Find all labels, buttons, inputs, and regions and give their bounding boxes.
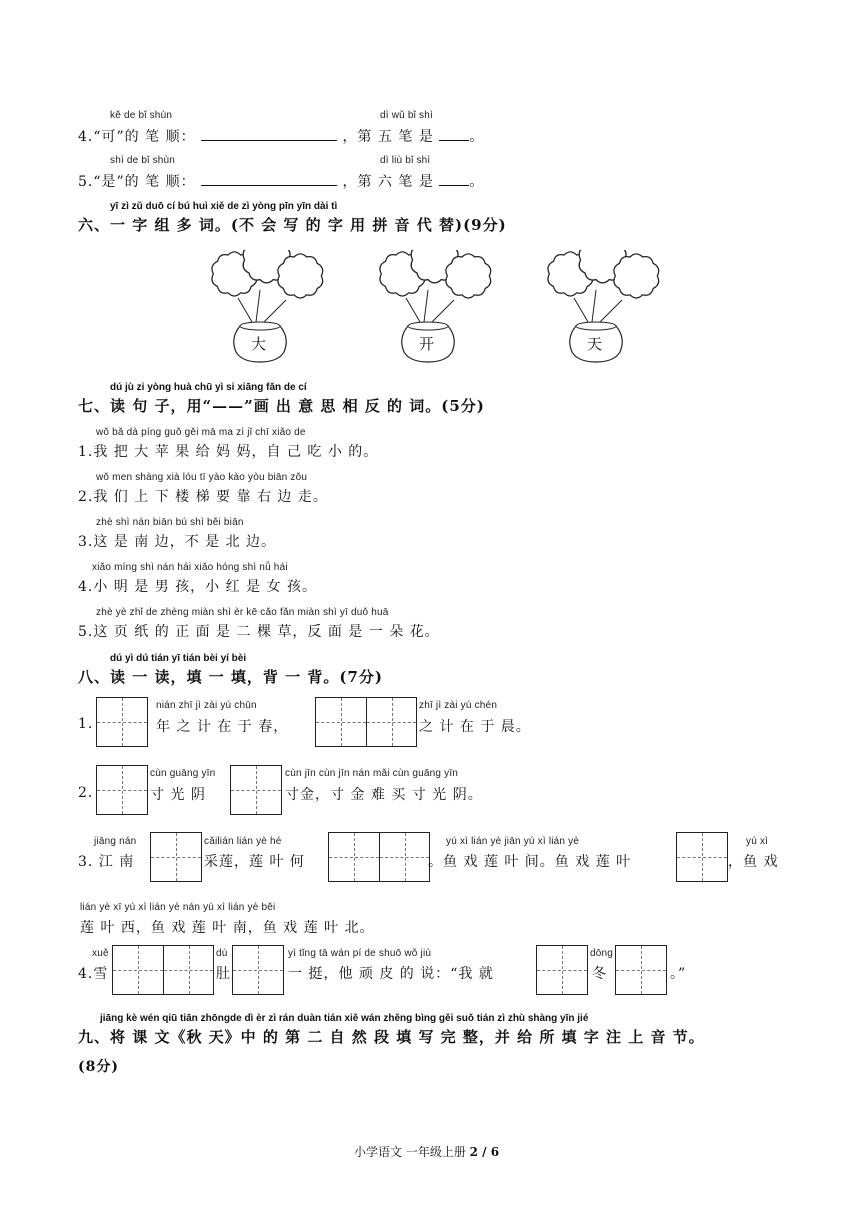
q5-prefix: 5.“是”的 笔 顺： <box>78 174 196 190</box>
s8-l3-text-d: ，鱼 戏 <box>728 854 779 870</box>
s8-l3-pinyin-d: yú xì <box>746 836 769 847</box>
s8-l4-box-4[interactable] <box>615 945 667 995</box>
s8-l4-pinyin-d: dōng <box>590 948 614 959</box>
s7-item2-text: 2.我 们 上 下 楼 梯 要 靠 右 边 走。 <box>78 489 328 505</box>
q4-answer-blank-2[interactable] <box>439 128 469 141</box>
s8-l1-box-2[interactable] <box>315 697 417 747</box>
q5-pinyin-b: dì liù bǐ shì <box>380 155 431 166</box>
s8-l2-box-1[interactable] <box>96 765 148 815</box>
section7-title: 七、读 句 子，用“——”画 出 意 思 相 反 的 词。(5分) <box>78 397 485 415</box>
q4-end: 。 <box>469 129 485 145</box>
s8-l4-end: 。” <box>670 966 687 982</box>
s7-item2-pinyin: wǒ men shàng xià lóu tī yào kào yòu biān zǒu <box>96 472 308 483</box>
q5-pinyin-a: shì de bǐ shùn <box>110 155 176 166</box>
s8-l2-box-2[interactable] <box>230 765 282 815</box>
s8-l2-text-b: 寸金，寸 金 难 买 寸 光 阴。 <box>285 787 483 803</box>
s8-l4-text-a: 4.雪 <box>78 966 109 982</box>
s8-l4-box-2[interactable] <box>232 945 284 995</box>
s8-l1-box-1[interactable] <box>96 697 148 747</box>
section9-pinyin: jiāng kè wén qiū tiān zhōngde dì èr zì rán duàn tián xiě wán zhěng bìng gěi suǒ tián zì zhù shàng yīn jié <box>100 1013 589 1024</box>
s8-l4-pinyin-b: dù <box>216 948 228 959</box>
s8-l1-pinyin-a: nián zhī jì zài yú chūn <box>156 700 257 711</box>
s7-item4-pinyin: xiǎo míng shì nán hái xiǎo hóng shì nǚ hái <box>92 562 288 573</box>
s8-l3-box-3[interactable] <box>676 832 728 882</box>
section7-pinyin: dú jù zi yòng huà chū yì si xiāng fǎn de cí <box>110 382 307 393</box>
q5-answer-blank-2[interactable] <box>439 173 469 186</box>
s8-l4-text-d: 冬 <box>592 966 607 982</box>
s8-l1-text-b: 之 计 在 于 晨。 <box>419 719 531 735</box>
s8-l3b-pinyin: lián yè xī yú xì lián yè nán yú xì lián yè běi <box>80 902 276 913</box>
s8-l2-text-a: 寸 光 阴 <box>150 787 206 803</box>
s8-l1-text-a: 年 之 计 在 于 春， <box>156 719 289 735</box>
q5-text <box>78 171 484 191</box>
s8-l1-pinyin-b: zhī jì zài yú chén <box>419 700 498 711</box>
s8-l3-text-b: 采莲，莲 叶 何 <box>204 854 305 870</box>
footer-text: 小学语文 一年级上册 <box>354 1145 466 1159</box>
s8-l3-pinyin-a: jiāng nán <box>94 836 137 847</box>
s7-item5-pinyin: zhè yè zhǐ de zhèng miàn shì èr kē cǎo fǎn miàn shì yī duǒ huā <box>96 607 389 618</box>
vase-3 <box>548 250 659 362</box>
s8-l4-pinyin-c: yì tǐng tā wán pí de shuō wǒ jiù <box>288 948 432 959</box>
q5-answer-blank-1[interactable] <box>201 173 337 186</box>
footer-page: 2 / 6 <box>469 1145 500 1159</box>
vase-1 <box>212 250 323 362</box>
s8-l3-pinyin-c: yú xì lián yè jiān yú xì lián yè <box>446 836 580 847</box>
vase-char-3: 天 <box>587 335 604 353</box>
s8-l4-box-1[interactable] <box>112 945 214 995</box>
s7-item5-text: 5.这 页 纸 的 正 面 是 二 棵 草，反 面 是 一 朵 花。 <box>78 624 440 640</box>
q4-text <box>78 126 484 146</box>
q4-middle: ，第 五 笔 是 <box>342 129 434 145</box>
s7-item1-text: 1.我 把 大 苹 果 给 妈 妈，自 己 吃 小 的。 <box>78 444 379 460</box>
s8-l3-text-a: 3. 江 南 <box>78 854 135 870</box>
s7-item1-pinyin: wǒ bǎ dà píng guǒ gěi mā ma zì jǐ chī xiǎo de <box>96 427 306 438</box>
s8-l3-box-1[interactable] <box>150 832 202 882</box>
s8-l1-num: 1. <box>78 716 94 732</box>
s8-l3-pinyin-b: cǎilián lián yè hé <box>204 836 282 847</box>
section9-title: 九、将 课 文《秋 天》中 的 第 二 自 然 段 填 写 完 整，并 给 所 填 字 注 上 音 节。 <box>78 1028 705 1046</box>
q5-middle: ，第 六 笔 是 <box>342 174 434 190</box>
section8-title: 八、读 一 读，填 一 填，背 一 背。(7分) <box>78 668 383 686</box>
s7-item3-text: 3.这 是 南 边，不 是 北 边。 <box>78 534 277 550</box>
q4-answer-blank-1[interactable] <box>201 128 337 141</box>
s8-l3b-text: 莲 叶 西，鱼 戏 莲 叶 南，鱼 戏 莲 叶 北。 <box>80 920 375 936</box>
s8-l2-num: 2. <box>78 785 94 801</box>
s8-l4-pinyin-a: xuě <box>92 948 109 959</box>
q4-prefix: 4.“可”的 笔 顺： <box>78 129 196 145</box>
section8-pinyin: dú yì dú tián yī tián bèi yí bèi <box>110 653 247 664</box>
q4-pinyin-b: dì wǔ bǐ shì <box>380 110 433 121</box>
vase-char-2: 开 <box>419 335 436 353</box>
s7-item4-text: 4.小 明 是 男 孩，小 红 是 女 孩。 <box>78 579 317 595</box>
page-footer <box>354 1143 499 1160</box>
s8-l4-text-b: 肚 <box>216 966 231 982</box>
q5-end: 。 <box>469 174 485 190</box>
vase-char-1: 大 <box>251 335 268 353</box>
vase-2 <box>380 250 491 362</box>
s8-l3-text-c: 。鱼 戏 莲 叶 间。鱼 戏 莲 叶 <box>428 854 632 870</box>
q4-pinyin-a: kě de bǐ shùn <box>110 110 173 121</box>
s8-l4-box-3[interactable] <box>536 945 588 995</box>
s8-l4-text-c: 一 挺，他 顽 皮 的 说：“我 就 <box>288 966 494 982</box>
s8-l3-box-2[interactable] <box>328 832 430 882</box>
section9-score: (8分) <box>78 1059 119 1075</box>
s7-item3-pinyin: zhè shì nán biān bú shì běi biān <box>96 517 244 528</box>
section6-pinyin: yī zì zǔ duō cí bú huì xiě de zì yòng pīn yīn dài tì <box>110 201 338 212</box>
s8-l2-pinyin-a: cùn guāng yīn <box>150 768 216 779</box>
s8-l2-pinyin-b: cùn jīn cùn jīn nán mǎi cùn guāng yīn <box>285 768 459 779</box>
section6-title: 六、一 字 组 多 词。(不 会 写 的 字 用 拼 音 代 替)(9分) <box>78 216 507 234</box>
